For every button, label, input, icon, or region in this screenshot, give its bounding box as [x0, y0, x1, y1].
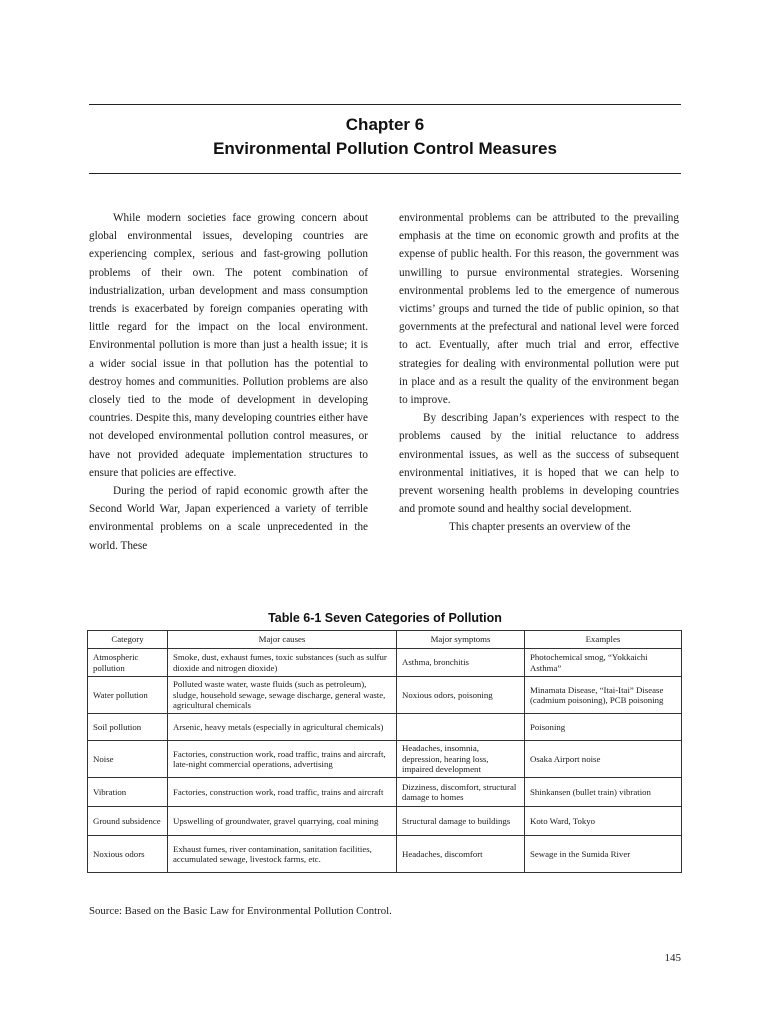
body-paragraph: This chapter presents an overview of the	[449, 521, 631, 534]
table-cell: Koto Ward, Tokyo	[525, 807, 682, 836]
table-cell: Polluted waste water, waste fluids (such as petroleum), sludge, household sewage, sewage discharge, general waste, agricultural chemicals	[168, 677, 397, 714]
table-cell: Water pollution	[88, 677, 168, 714]
table-cell: Headaches, insomnia, depression, hearing loss, impaired development	[397, 741, 525, 778]
chapter-label: Chapter 6	[345, 115, 425, 134]
table-row	[88, 807, 682, 836]
top-rule	[89, 104, 681, 105]
table-cell: Arsenic, heavy metals (especially in agricultural chemicals)	[168, 714, 397, 741]
table-cell: Upswelling of groundwater, gravel quarrying, coal mining	[168, 807, 397, 836]
table-header-cell: Examples	[525, 631, 682, 649]
bottom-rule	[89, 173, 681, 174]
body-paragraph: During the period of rapid economic growth after the Second World War, Japan experienced a variety of terrible environmental problems on a scale unprecedented in the world. These	[89, 485, 368, 552]
table-cell: Photochemical smog, “Yokkaichi Asthma”	[525, 649, 682, 677]
table-cell: Dizziness, discomfort, structural damage to homes	[397, 778, 525, 807]
table-header-cell: Category	[88, 631, 168, 649]
page-number: 145	[664, 952, 681, 964]
table-header-cell: Major causes	[168, 631, 397, 649]
pollution-table	[87, 630, 682, 873]
table-cell: Headaches, discomfort	[397, 836, 525, 873]
table-cell: Poisoning	[525, 714, 682, 741]
table-cell: Smoke, dust, exhaust fumes, toxic substances (such as sulfur dioxide and nitrogen dioxide)	[168, 649, 397, 677]
table-cell: Minamata Disease, “Itai-Itai” Disease (cadmium poisoning), PCB poisoning	[525, 677, 682, 714]
table-source-note: Source: Based on the Basic Law for Environmental Pollution Control.	[89, 905, 392, 917]
table-cell: Asthma, bronchitis	[397, 649, 525, 677]
table-cell: Noise	[88, 741, 168, 778]
table-cell: Shinkansen (bullet train) vibration	[525, 778, 682, 807]
body-paragraph: While modern societies face growing concern about global environmental issues, developing countries are experiencing complex, serious and fast-growing pollution problems of their own. The potent combination of industrialization, urban development and mass consumption trends is exacerbated by foreign companies operating with little regard for the impact on the local environment. Environmental pollution is more than just a health issue; it is a wider social issue in that pollution has the potential to destroy homes and communities. Pollution problems are also closely tied to the mode of development in developing countries. Despite this, many developing countries either have not developed environmental pollution control measures, or have not provided adequate implementation structures to ensure that policies are effective.	[89, 212, 368, 479]
table-cell: Soil pollution	[88, 714, 168, 741]
table-cell: Structural damage to buildings	[397, 807, 525, 836]
table-row	[88, 741, 682, 778]
table-row	[88, 714, 682, 741]
left-column	[89, 209, 368, 555]
table-cell: Noxious odors	[88, 836, 168, 873]
table-cell: Vibration	[88, 778, 168, 807]
table-cell: Factories, construction work, road traffic, trains and aircraft, late-night commercial operations, advertising	[168, 741, 397, 778]
table-row	[88, 649, 682, 677]
table-title: Table 6-1 Seven Categories of Pollution	[268, 611, 502, 625]
table-header-row	[88, 631, 682, 649]
body-paragraph: By describing Japan’s experiences with respect to the problems caused by the initial reluctance to address environmental issues, as well as the success of subsequent environmental initiatives, it is hoped that we can help to prevent worsening health problems in developing countries and promote sound and healthy social development.	[399, 412, 679, 516]
table-cell: Noxious odors, poisoning	[397, 677, 525, 714]
table-cell: Exhaust fumes, river contamination, sanitation facilities, accumulated sewage, livestock farms, etc.	[168, 836, 397, 873]
table-cell	[397, 714, 525, 741]
table-cell: Ground subsidence	[88, 807, 168, 836]
table-cell: Osaka Airport noise	[525, 741, 682, 778]
chapter-title: Environmental Pollution Control Measures	[213, 139, 557, 158]
table-cell: Factories, construction work, road traffic, trains and aircraft	[168, 778, 397, 807]
table-row	[88, 778, 682, 807]
table-header-cell: Major symptoms	[397, 631, 525, 649]
table-row	[88, 677, 682, 714]
table-cell: Sewage in the Sumida River	[525, 836, 682, 873]
body-paragraph: environmental problems can be attributed to the prevailing emphasis at the time on economic growth and profits at the expense of public health. For this reason, the government was unwilling to pursue environmental strategies. Worsening environmental problems led to the emergence of numerous victims’ groups and turned the tide of public opinion, so that governments at the prefectural and national level were forced to act. Eventually, after much trial and error, effective strategies for dealing with environmental pollution were put in place and as a result the quality of the environment began to improve.	[399, 212, 679, 407]
table-row	[88, 836, 682, 873]
table-cell: Atmospheric pollution	[88, 649, 168, 677]
right-column	[399, 209, 679, 537]
